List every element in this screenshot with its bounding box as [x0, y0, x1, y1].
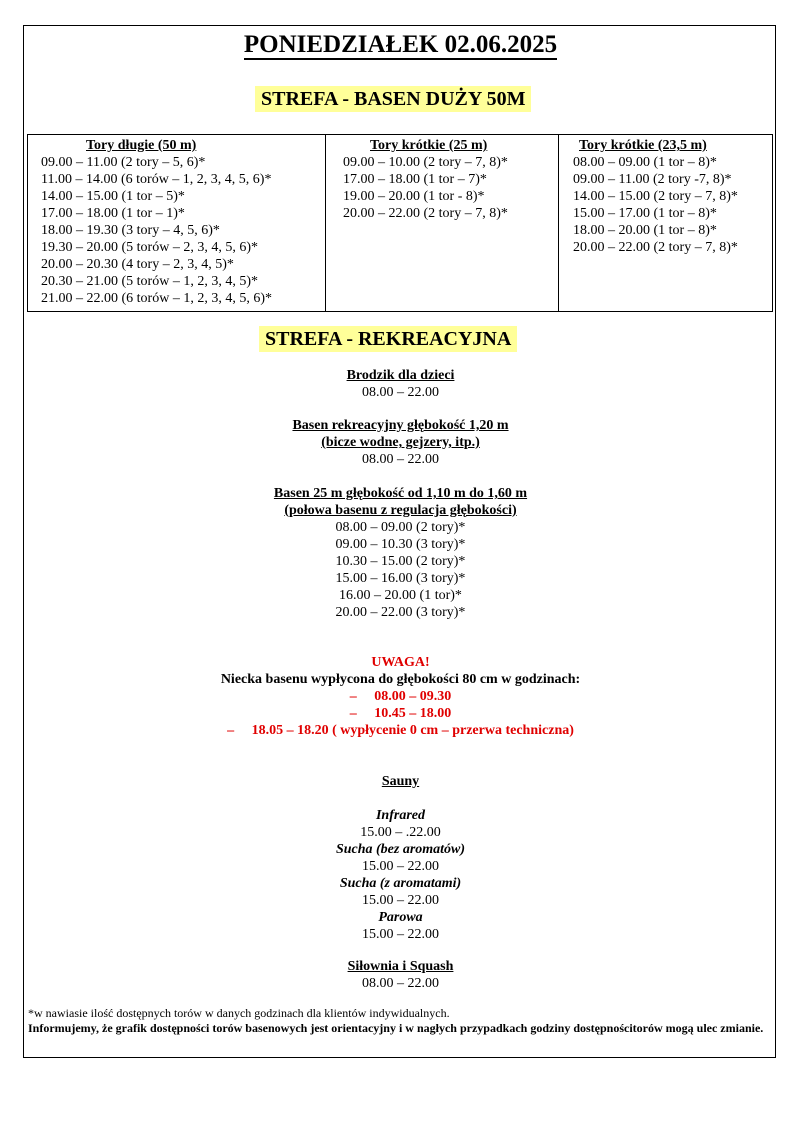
lane-row: 18.00 – 19.30 (3 tory – 4, 5, 6)* [41, 223, 220, 238]
saunas-section [24, 773, 777, 943]
sauna-hours: 15.00 – 22.00 [362, 859, 439, 874]
lane-row: 15.00 – 17.00 (1 tor – 8)* [573, 206, 717, 221]
zone-heading-big-pool: STREFA - BASEN DUŻY 50M [255, 86, 531, 112]
lane-row: 08.00 – 09.00 (1 tor – 8)* [573, 155, 717, 170]
brodzik-hours: 08.00 – 22.00 [362, 385, 439, 400]
recreation-pool-hours: 08.00 – 22.00 [362, 452, 439, 467]
recreation-pool-label: Basen rekreacyjny głębokość 1,20 m [292, 418, 509, 433]
lanes-column-short-235 [559, 135, 773, 312]
brodzik-section [24, 367, 777, 401]
pool-25-section [24, 485, 777, 621]
footer-info: Informujemy, że grafik dostępności torów basenowych jest orientacyjny i w nagłych przypadkach godziny dostępnościtorów mogą ulec zmianie. [28, 1021, 764, 1035]
pool-25-row: 09.00 – 10.30 (3 tory)* [335, 537, 466, 552]
sauna-hours: 15.00 – 22.00 [362, 927, 439, 942]
lanes-column-long [28, 135, 326, 312]
pool-25-row: 20.00 – 22.00 (3 tory)* [335, 605, 466, 620]
footer-notes [28, 1006, 773, 1036]
sauna-name: Infrared [375, 808, 425, 823]
lanes-table [27, 134, 773, 312]
gym-hours: 08.00 – 22.00 [362, 976, 439, 991]
recreation-pool-sub: (bicze wodne, gejzery, itp.) [321, 435, 480, 450]
lane-row: 09.00 – 11.00 (2 tory -7, 8)* [573, 172, 732, 187]
pool-25-label: Basen 25 m głębokość od 1,10 m do 1,60 m [273, 486, 528, 501]
pool-25-row: 08.00 – 09.00 (2 tory)* [335, 520, 466, 535]
lane-row: 14.00 – 15.00 (2 tory – 7, 8)* [573, 189, 738, 204]
zone-heading-recreation: STREFA - REKREACYJNA [259, 326, 517, 352]
lanes-header-long: Tory długie (50 m) [86, 138, 197, 153]
lane-row: 19.00 – 20.00 (1 tor - 8)* [343, 189, 485, 204]
sauna-hours: 15.00 – .22.00 [360, 825, 441, 840]
schedule-frame [23, 25, 776, 1058]
warning-row: – 10.45 – 18.00 [349, 706, 452, 721]
lane-row: 18.00 – 20.00 (1 tor – 8)* [573, 223, 717, 238]
sauna-hours: 15.00 – 22.00 [362, 893, 439, 908]
lanes-header-short-25: Tory krótkie (25 m) [370, 138, 488, 153]
pool-25-row: 16.00 – 20.00 (1 tor)* [339, 588, 462, 603]
recreation-pool-section [24, 417, 777, 468]
saunas-label: Sauny [381, 774, 420, 789]
gym-section [24, 958, 777, 992]
page-title: PONIEDZIAŁEK 02.06.2025 [243, 31, 558, 58]
brodzik-label: Brodzik dla dzieci [346, 368, 455, 383]
lane-row: 20.00 – 22.00 (2 tory – 7, 8)* [343, 206, 508, 221]
lane-row: 17.00 – 18.00 (1 tor – 7)* [343, 172, 487, 187]
lane-row: 11.00 – 14.00 (6 torów – 1, 2, 3, 4, 5, 6)* [41, 172, 272, 187]
pool-25-row: 15.00 – 16.00 (3 tory)* [335, 571, 466, 586]
pool-25-sub: (połowa basenu z regulacja głębokości) [284, 503, 517, 518]
lane-row: 17.00 – 18.00 (1 tor – 1)* [41, 206, 185, 221]
sauna-name: Sucha (z aromatami) [339, 876, 462, 891]
lane-row: 21.00 – 22.00 (6 torów – 1, 2, 3, 4, 5, 6)* [41, 291, 272, 306]
warning-text: Niecka basenu wypłycona do głębokości 80 cm w godzinach: [220, 672, 581, 687]
warning-section [24, 654, 777, 739]
lanes-header-short-235: Tory krótkie (23,5 m) [579, 138, 707, 153]
warning-row: – 18.05 – 18.20 ( wypłycenie 0 cm – przerwa techniczna) [227, 723, 574, 738]
lane-row: 09.00 – 10.00 (2 tory – 7, 8)* [343, 155, 508, 170]
lanes-column-short-25 [326, 135, 559, 312]
warning-row: – 08.00 – 09.30 [349, 689, 452, 704]
lane-row: 20.30 – 21.00 (5 torów – 1, 2, 3, 4, 5)* [41, 274, 258, 289]
lane-row: 20.00 – 20.30 (4 tory – 2, 3, 4, 5)* [41, 257, 234, 272]
sauna-name: Sucha (bez aromatów) [335, 842, 466, 857]
gym-label: Siłownia i Squash [347, 959, 454, 974]
lane-row: 09.00 – 11.00 (2 tory – 5, 6)* [41, 155, 206, 170]
lane-row: 14.00 – 15.00 (1 tor – 5)* [41, 189, 185, 204]
sauna-name: Parowa [378, 910, 423, 925]
lane-row: 20.00 – 22.00 (2 tory – 7, 8)* [573, 240, 738, 255]
footer-note: *w nawiasie ilość dostępnych torów w danych godzinach dla klientów indywidualnych. [28, 1006, 450, 1020]
warning-title: UWAGA! [371, 655, 430, 670]
pool-25-row: 10.30 – 15.00 (2 tory)* [335, 554, 466, 569]
lane-row: 19.30 – 20.00 (5 torów – 2, 3, 4, 5, 6)* [41, 240, 258, 255]
